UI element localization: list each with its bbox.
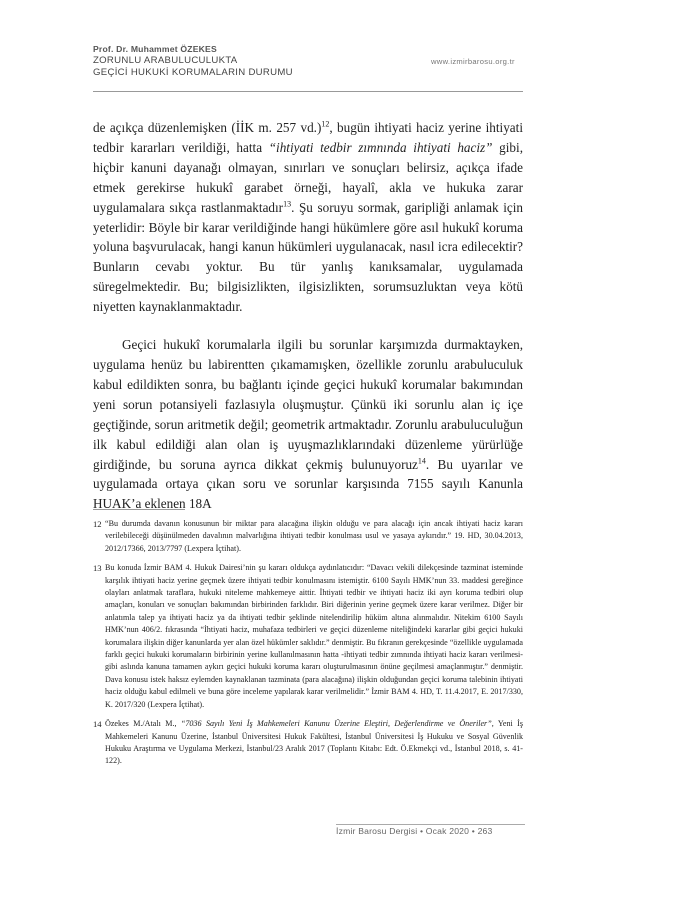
journal-name: İzmir Barosu Dergisi (336, 826, 418, 836)
main-text (93, 118, 523, 514)
footnote-number: 12 (93, 519, 102, 529)
footnote-separator (93, 509, 185, 510)
footnotes (93, 518, 523, 775)
header-rule (93, 91, 523, 92)
footer-separator: • (471, 826, 475, 836)
footnote-ref-12[interactable]: 12 (321, 119, 330, 129)
footnote-12 (93, 518, 523, 555)
website-url[interactable]: www.izmirbarosu.org.tr (431, 57, 515, 66)
footnote-number: 13 (93, 563, 102, 574)
footnote-14: 14 Özekes M./Atalı M., “7036 Sayılı Yeni İş Mahkemeleri Kanunu Üzerine Eleştiri, Değerlendirme ve Öneriler”, Yeni İş Mahkemeleri Kanunu Üzerine, İstanbul Üniversitesi Hukuk Fakültesi, İstanbul Üniversitesi İş Hukuku ve Sosyal Güvenlik Hukuku Araştırma ve Uygulama Merkezi, İstanbul/23 Aralık 2017 (Toplantı Kitabı: Edt. Ö.Ekmekçi vd., İstanbul 2018, s. 41-122). (93, 719, 523, 766)
footnote-ref-14[interactable]: 14 (417, 456, 426, 466)
page-number: 263 (477, 826, 493, 836)
footer-separator: • (419, 826, 424, 836)
footnote-number: 14 (93, 719, 102, 730)
footer-rule (336, 824, 525, 825)
footnote-text: Bu konuda İzmir BAM 4. Hukuk Dairesi’nin şu kararı oldukça aydınlatıcıdır: “Davacı vekili dilekçesinde tazminat isteminde karşılık ihtiyati haciz yerine geçmek üzere ihtiyati tedbir konulmasını istemiştir. 6100 Sayılı HMK’nun 33. maddesi gereğince olayları anlatmak taraflara, hukuki niteleme mahkemeye aittir. İhtiyati tedbir ve ihtiyati haciz iki ayrı koruma tedbiri olup amaçları, konuları ve sonuçları bakımından birbirinden farklıdır. Biri diğerinin yerine geçmek üzere karar verilmez. Diğer bir anlatımla talep ya ihtiyati haciz ya da ihtiyati tedbir şeklinde nitelendirilip hüküm altına alınmalıdır. Nitekim 6100 Sayılı HMK’nun 406/2. fıkrasında “İhtiyati haciz, muhafaza tedbirleri ve geçici düzenleme niteliğindeki kararlar gibi geçici hukuki korumalara ilişkin diğer kanunlarda yer alan özel hükümler saklıdır.” denmiştir. Bu fıkranın gerekçesinde “özellikle uygulamada farklı geçici hukuki korumaların birbirinin yerine kullanılmasının hatta -ihtiyati tedbir zımnında ihtiyati haciz kararı verilmesi- gibi aslında kanuna tamamen aykırı geçici hukuki koruma kararı oluşturulmasının önüne geçilmesi amaçlanmıştır.” denmiştir. Dava konusu istek haksız eylemden kaynaklanan tazminata (para alacağına) ilişkin olduğundan geçici koruma talebinin ihtiyati haciz olduğu kabul edilmeli ve buna göre inceleme yapılarak karar verilmelidir.” İzmir BAM 4. HD, T. 11.4.2017, E. 2017/330, K. 2017/320 (Lexpera İçtihat). (105, 563, 523, 709)
issue-date: Ocak 2020 (425, 826, 470, 836)
paragraph-1: de açıkça düzenlemişken (İİK m. 257 vd.)$^{12}$, bugün ihtiyati haciz yerine ihtiyati tedbir kararları verildiği, hatta “ihtiyati tedbir zımnında ihtiyati haciz” gibi, hiçbir kanuni dayanağı olmayan, sınırları ve sonuçları belirsiz, açıkça ifade etmek gerekirse hukukî garabet örneği, hayalî, akla ve hukuka zarar uygulamalara sıkça rastlanmaktadır$^{13}$. Şu soruyu sormak, garipliği anlamak için yeterlidir: Böyle bir karar verildiğinde hangi hükümlere göre asıl hukukî koruma yoluna başvurulacak, hangi kanun hükümleri uygulanacak, nasıl icra edilecektir? Bunların cevabı yoktur. Bu tür yanlış kanıksamalar, uygulamada süregelmektedir. Bu; bilgisizlikten, ilgisizlikten, sorumsuzluktan veya kötü niyetten kaynaklanmaktadır. (93, 119, 523, 315)
footnote-ref-13[interactable]: 13 (283, 199, 292, 209)
author-name: Prof. Dr. Muhammet ÖZEKES (93, 44, 217, 54)
paragraph-2: Geçici hukukî korumalarla ilgili bu sorunlar karşımızda durmaktayken, uygulama henüz bu labirentten çıkamamışken, özellikle zorunlu arabuluculuk kabul edildikten sonra, bu bağlantı içinde geçici hukukî korumalar bakımından yeni sorun potansiyeli fazlasıyla oluşmuştur. Çünkü iki sorunlu alan iç içe geçtiğinde, sorun aritmetik değil; geometrik artmaktadır. Zorunlu arabuluculuğun ilk kabul edildiği alan olan iş uyuşmazlıklarındaki düzenleme yürürlüğe girdiğinde, bu soruna ayrıca dikkat çekmiş bulunuyoruz$^{14}$. Bu uyarılar ve uygulamada ortaya çıkan soru ve sorunlar karşısında 7155 sayılı Kanunla HUAK’a eklenen 18A (93, 337, 523, 512)
page-footer (336, 826, 493, 836)
article-title-line-2: GEÇİCİ HUKUKİ KORUMALARIN DURUMU (93, 67, 293, 78)
article-title-line-1: ZORUNLU ARABULUCULUKTA (93, 55, 238, 66)
footnote-text: “Bu durumda davanın konusunun bir miktar para alacağına ilişkin olduğu ve para alacağı için ancak ihtiyati haciz kararı verilebileceği düşünülmeden davalının malvarlığına ihtiyati tedbir konulması usul ve yasaya aykırıdır.” 19. HD, 30.04.2013, 2012/17366, 2013/7797 (Lexpera İçtihat). (105, 519, 523, 553)
footnote-13 (93, 562, 523, 711)
